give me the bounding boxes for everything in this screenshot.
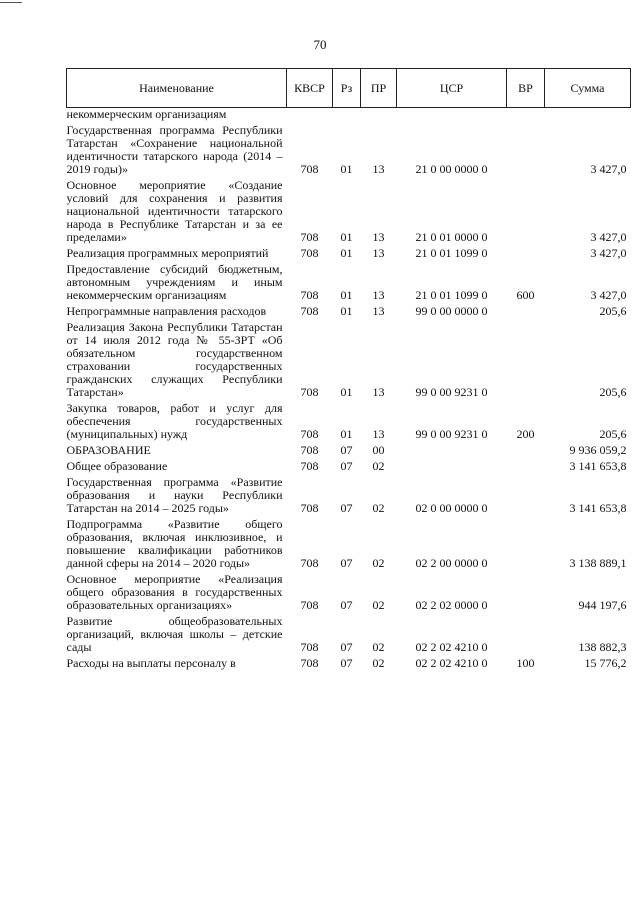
cell-name: Развитие общеобразовательных организаций, включая школы – детские сады <box>66 614 283 654</box>
cell-sum: 944 197,6 <box>578 598 627 612</box>
cell-name: Общее образование <box>66 459 168 473</box>
cell-name: Основное мероприятие «Создание условий для сохранения и развития национальной идентичности татарского народа в Республике Татарстан и за ее пределами» <box>66 178 283 244</box>
cell-csr: 99 0 00 9231 0 <box>415 385 488 399</box>
cell-csr <box>397 457 507 473</box>
cell-vr <box>507 318 545 399</box>
cell-name: Государственная программа «Развитие образования и науки Республики Татарстан на 2014 – 2025 годы» <box>66 475 283 515</box>
cell-rz: 01 <box>340 427 353 441</box>
cell-vr <box>507 473 545 515</box>
cell-kvsr: 708 <box>300 230 319 244</box>
table-row <box>67 654 631 670</box>
table-row <box>67 441 631 457</box>
cell-sum: 3 427,0 <box>590 246 627 260</box>
cell-kvsr: 708 <box>300 598 319 612</box>
cell-pr: 02 <box>372 640 385 654</box>
cell-pr: 13 <box>372 385 385 399</box>
header-pr: ПР <box>361 69 397 108</box>
cell-rz <box>333 108 361 122</box>
cell-rz: 01 <box>340 246 353 260</box>
cell-csr: 21 0 01 1099 0 <box>415 246 488 260</box>
cell-rz: 01 <box>340 304 353 318</box>
cell-rz: 01 <box>340 288 353 302</box>
cell-rz: 01 <box>340 385 353 399</box>
cell-name: ОБРАЗОВАНИЕ <box>66 443 151 457</box>
table-row <box>67 612 631 654</box>
budget-table-wrap <box>66 68 630 670</box>
cell-vr <box>507 612 545 654</box>
cell-kvsr: 708 <box>300 443 319 457</box>
table-row <box>67 570 631 612</box>
cell-name: Государственная программа Республики Татарстан «Сохранение национальной идентичности татарского народа (2014 – 2019 годы)» <box>66 123 283 176</box>
table-row <box>67 473 631 515</box>
cell-kvsr: 708 <box>300 459 319 473</box>
cell-kvsr: 708 <box>300 288 319 302</box>
table-row <box>67 457 631 473</box>
header-vr: ВР <box>507 69 545 108</box>
cell-pr: 13 <box>372 427 385 441</box>
cell-kvsr: 708 <box>300 427 319 441</box>
cell-csr: 02 2 02 4210 0 <box>415 656 488 670</box>
cell-pr: 13 <box>372 304 385 318</box>
header-csr: ЦСР <box>397 69 507 108</box>
cell-name: некоммерческим организациям <box>66 107 227 121</box>
cell-name: Непрограммные направления расходов <box>66 304 267 318</box>
cell-rz: 07 <box>340 656 353 670</box>
cell-kvsr: 708 <box>300 501 319 515</box>
cell-kvsr: 708 <box>300 385 319 399</box>
cell-sum: 3 427,0 <box>590 288 627 302</box>
header-rz: Рз <box>333 69 361 108</box>
cell-name: Реализация Закона Республики Татарстан от 14 июля 2012 года № 55-ЗРТ «Об обязательном государственном страховании государственных гражданских служащих Республики Татарстан» <box>66 320 283 399</box>
cell-pr: 00 <box>372 443 385 457</box>
cell-vr <box>507 108 545 122</box>
cell-name: Расходы на выплаты персоналу в <box>66 656 236 670</box>
header-kvsr: КВСР <box>287 69 333 108</box>
table-row <box>67 318 631 399</box>
cell-name: Предоставление субсидий бюджетным, автономным учреждениям и иным некоммерческим организациям <box>66 262 283 302</box>
cell-csr <box>397 441 507 457</box>
cell-kvsr: 708 <box>300 656 319 670</box>
cell-rz: 07 <box>340 556 353 570</box>
cell-rz: 07 <box>340 501 353 515</box>
cell-pr: 02 <box>372 501 385 515</box>
cell-sum: 138 882,3 <box>578 640 627 654</box>
cell-sum: 3 427,0 <box>590 162 627 176</box>
cell-sum: 3 427,0 <box>590 230 627 244</box>
cell-kvsr: 708 <box>300 304 319 318</box>
table-row <box>67 121 631 176</box>
header-sum: Сумма <box>545 69 631 108</box>
cell-csr: 99 0 00 0000 0 <box>415 304 488 318</box>
header-name: Наименование <box>67 69 287 108</box>
table-row <box>67 515 631 570</box>
cell-sum: 15 776,2 <box>584 656 627 670</box>
cell-pr: 02 <box>372 598 385 612</box>
cell-sum: 205,6 <box>599 385 627 399</box>
cell-pr <box>361 108 397 122</box>
cell-vr <box>507 515 545 570</box>
cell-sum <box>545 108 631 122</box>
cell-rz: 07 <box>340 640 353 654</box>
cell-vr <box>507 302 545 318</box>
cell-pr: 02 <box>372 556 385 570</box>
cell-kvsr: 708 <box>300 640 319 654</box>
cell-pr: 13 <box>372 246 385 260</box>
cell-vr <box>507 121 545 176</box>
cell-pr: 02 <box>372 459 385 473</box>
cell-rz: 01 <box>340 230 353 244</box>
cell-name: Реализация программных мероприятий <box>66 246 269 260</box>
cell-rz: 07 <box>340 443 353 457</box>
cell-kvsr: 708 <box>300 246 319 260</box>
table-row <box>67 302 631 318</box>
cell-name: Подпрограмма «Развитие общего образования, включая инклюзивное, и повышение квалификации работников данной сферы на 2014 – 2020 годы» <box>66 517 283 570</box>
cell-pr: 13 <box>372 162 385 176</box>
cell-name: Закупка товаров, работ и услуг для обеспечения государственных (муниципальных) нужд <box>66 401 283 441</box>
cell-vr <box>507 570 545 612</box>
cell-rz: 07 <box>340 598 353 612</box>
corner-mark <box>0 0 22 3</box>
cell-vr <box>507 457 545 473</box>
table-row <box>67 176 631 244</box>
cell-vr <box>507 176 545 244</box>
cell-csr: 99 0 00 9231 0 <box>415 427 488 441</box>
table-row <box>67 108 631 122</box>
cell-kvsr <box>287 108 333 122</box>
cell-pr: 13 <box>372 288 385 302</box>
cell-kvsr: 708 <box>300 556 319 570</box>
cell-name: Основное мероприятие «Реализация общего образования в государственных образовательных организациях» <box>66 572 283 612</box>
cell-sum: 9 936 059,2 <box>569 443 627 457</box>
cell-csr: 02 2 00 0000 0 <box>415 556 488 570</box>
cell-sum: 3 141 653,8 <box>569 501 627 515</box>
cell-csr: 02 0 00 0000 0 <box>415 501 488 515</box>
cell-csr <box>397 108 507 122</box>
cell-sum: 3 141 653,8 <box>569 459 627 473</box>
cell-csr: 21 0 01 0000 0 <box>415 230 488 244</box>
table-row <box>67 399 631 441</box>
cell-sum: 205,6 <box>599 304 627 318</box>
cell-vr <box>507 244 545 260</box>
table-row <box>67 244 631 260</box>
cell-csr: 02 2 02 4210 0 <box>415 640 488 654</box>
cell-vr: 100 <box>516 656 535 670</box>
cell-sum: 3 138 889,1 <box>569 556 627 570</box>
cell-kvsr: 708 <box>300 162 319 176</box>
cell-sum: 205,6 <box>599 427 627 441</box>
page-number: 70 <box>313 37 327 52</box>
cell-rz: 01 <box>340 162 353 176</box>
budget-table <box>66 68 631 670</box>
cell-csr: 02 2 02 0000 0 <box>415 598 488 612</box>
cell-pr: 02 <box>372 656 385 670</box>
cell-pr: 13 <box>372 230 385 244</box>
table-header-row <box>67 69 631 108</box>
cell-vr <box>507 441 545 457</box>
cell-csr: 21 0 01 1099 0 <box>415 288 488 302</box>
cell-vr: 200 <box>516 427 535 441</box>
table-row <box>67 260 631 302</box>
cell-csr: 21 0 00 0000 0 <box>415 162 488 176</box>
cell-rz: 07 <box>340 459 353 473</box>
cell-vr: 600 <box>516 288 535 302</box>
